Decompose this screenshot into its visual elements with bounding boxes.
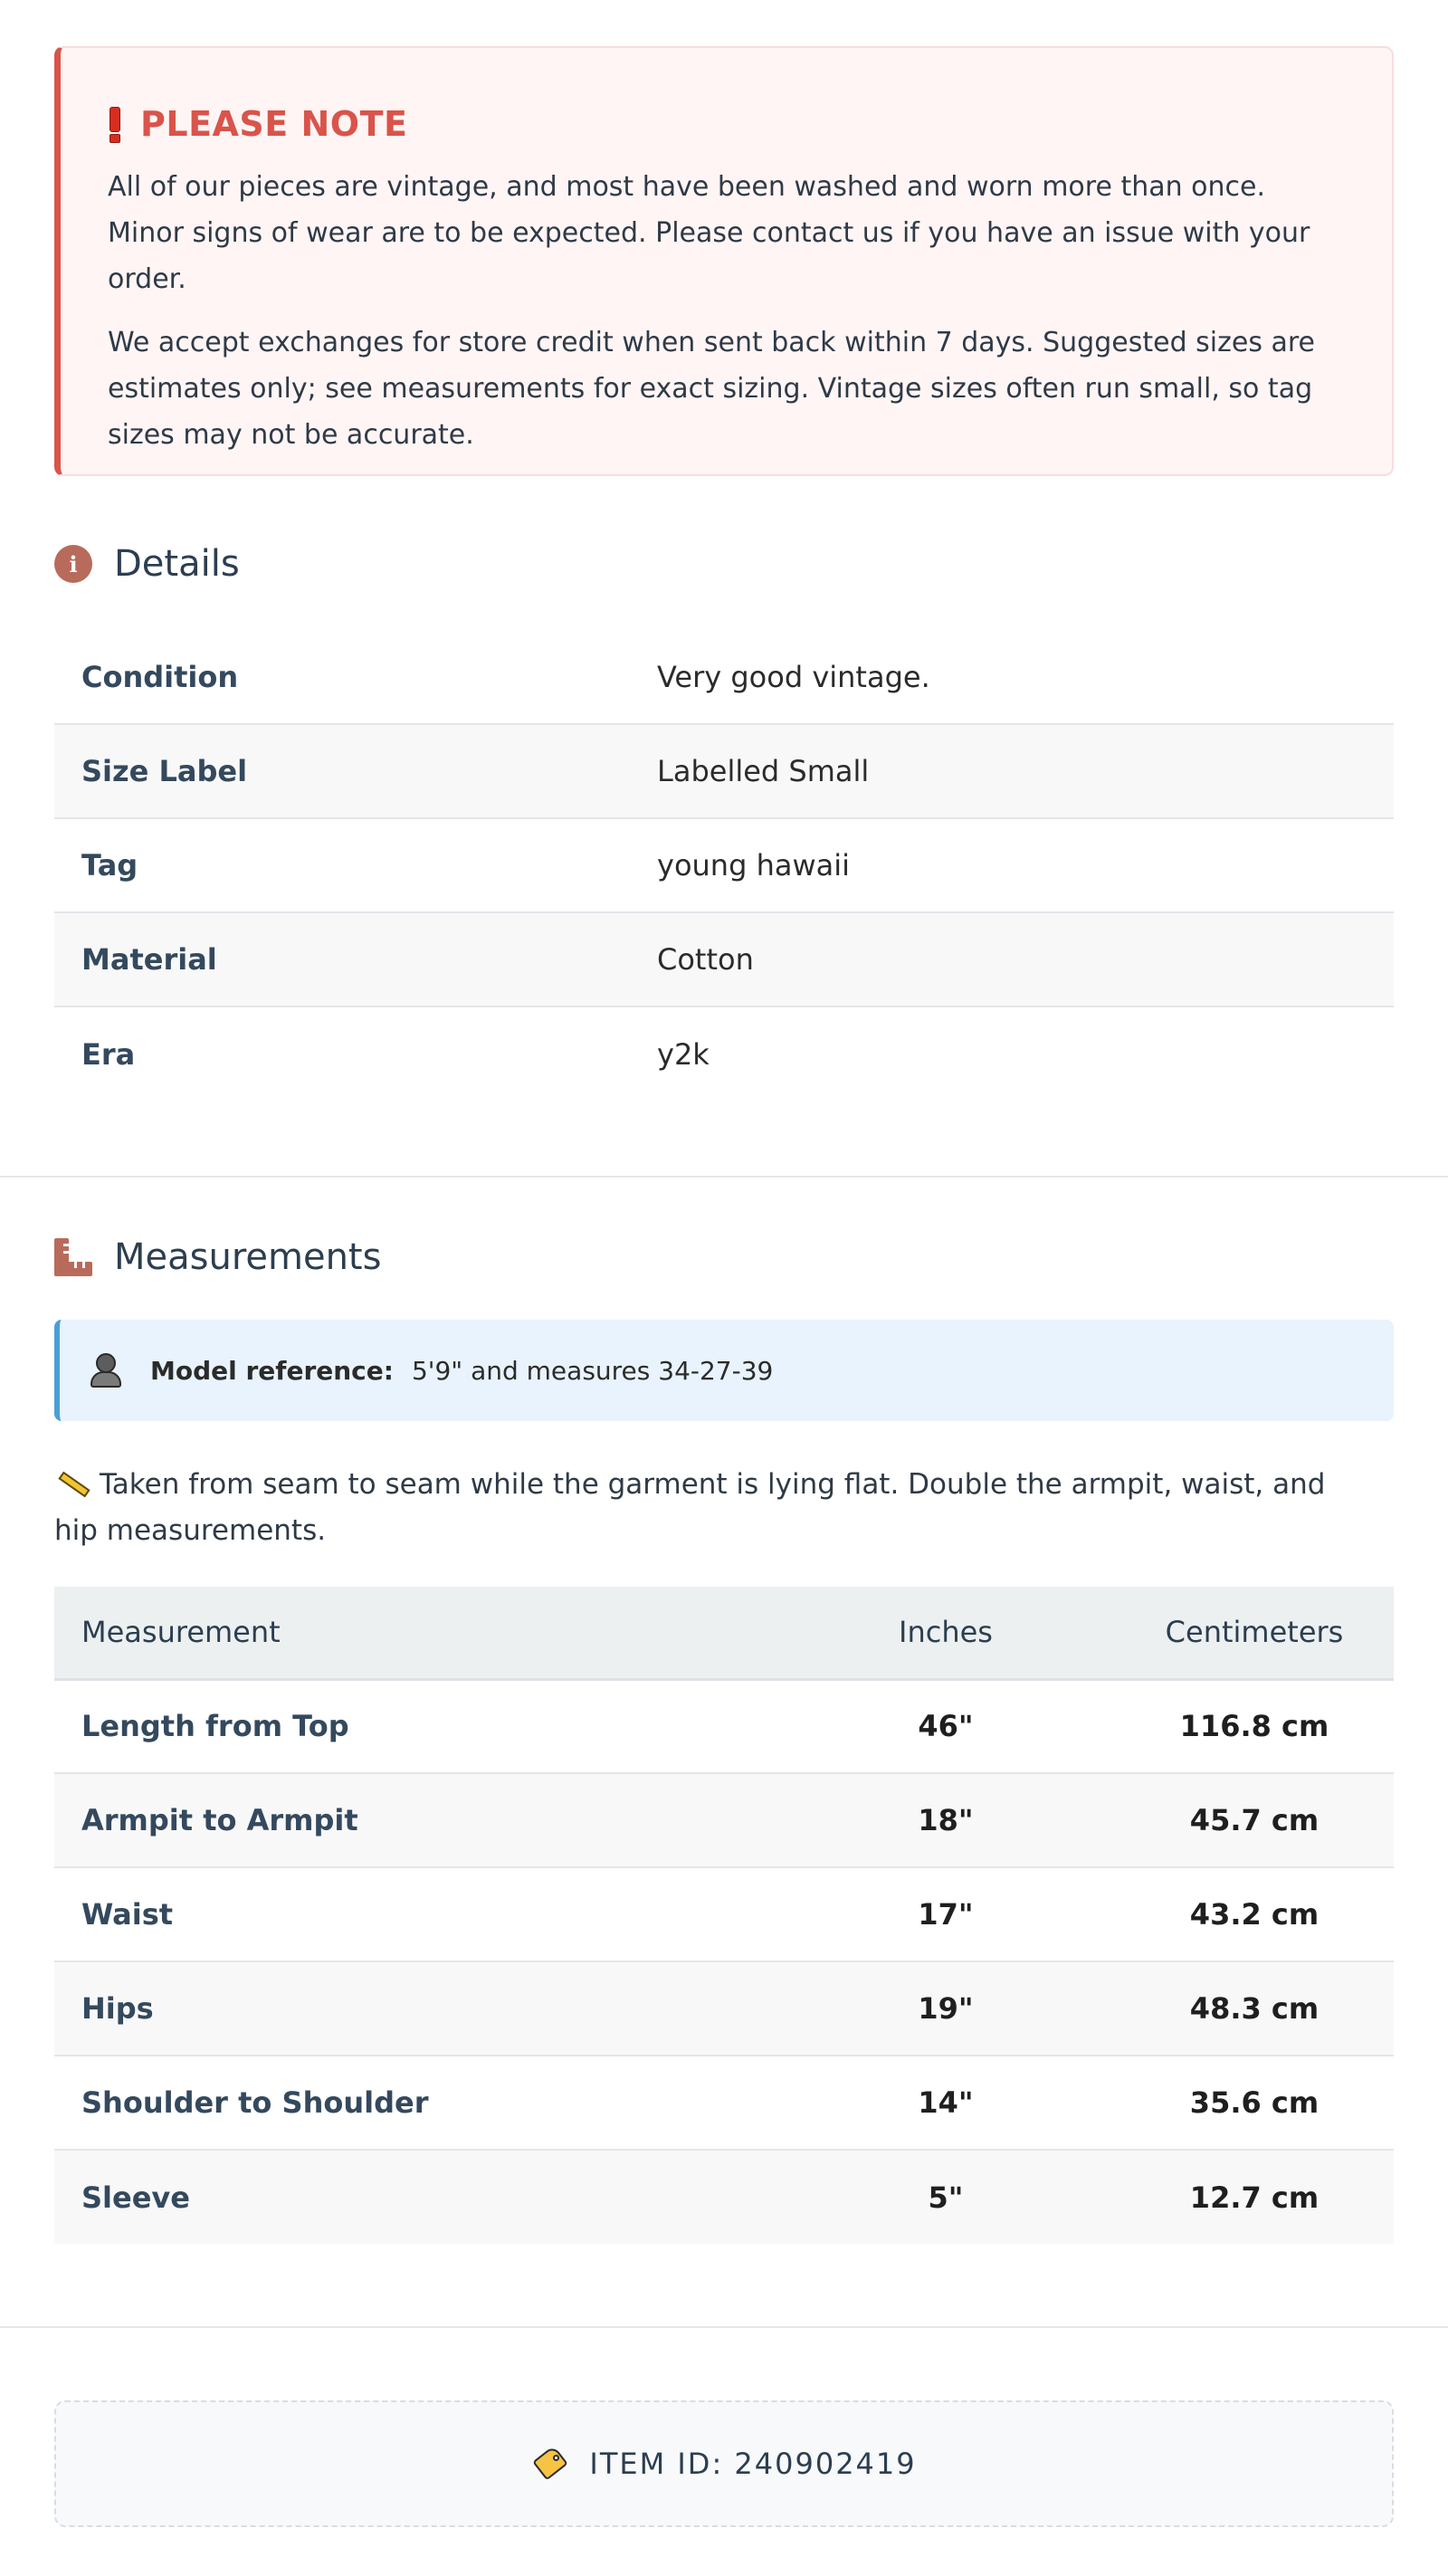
person-icon: [90, 1353, 121, 1388]
measurement-note: [54, 1462, 1358, 1554]
header-centimeters: Centimeters: [1115, 1587, 1394, 1679]
model-reference-value: 5'9" and measures 34-27-39: [411, 1355, 774, 1386]
info-icon: i: [54, 545, 92, 583]
measurements-table: [54, 1587, 1394, 2244]
measurement-cm: 12.7 cm: [1115, 2150, 1394, 2244]
ruler-icon: [54, 1238, 92, 1276]
notice-title: [108, 100, 1345, 148]
measurement-row: [54, 2056, 1394, 2150]
pencil-icon: [54, 1470, 90, 1497]
details-label: Condition: [54, 630, 657, 724]
measurement-name: Sleeve: [54, 2150, 776, 2244]
measurement-row: [54, 2150, 1394, 2244]
details-row: [54, 724, 1394, 818]
measurement-row: [54, 1679, 1394, 1773]
notice-paragraph-1: All of our pieces are vintage, and most have been washed and worn more than once. Minor signs of wear are to be expected. Please contact us if you have an issue with your order.: [108, 171, 1310, 295]
measurement-inches: 14": [776, 2056, 1115, 2150]
measurements-title: Measurements: [114, 1236, 382, 1278]
details-label: Tag: [54, 818, 657, 912]
measurement-name: Shoulder to Shoulder: [54, 2056, 776, 2150]
details-title: Details: [114, 543, 240, 585]
details-value: Labelled Small: [657, 724, 1394, 818]
measurement-cm: 43.2 cm: [1115, 1867, 1394, 1961]
model-reference-label: Model reference:: [150, 1355, 394, 1386]
measurement-row: [54, 1773, 1394, 1867]
header-inches: Inches: [776, 1587, 1115, 1679]
measurement-inches: 18": [776, 1773, 1115, 1867]
measurement-cm: 48.3 cm: [1115, 1961, 1394, 2056]
details-label: Material: [54, 912, 657, 1007]
details-row: [54, 818, 1394, 912]
section-divider: [0, 2326, 1448, 2328]
tag-icon: [531, 2446, 569, 2482]
measurement-cm: 45.7 cm: [1115, 1773, 1394, 1867]
details-heading: [54, 543, 240, 585]
measurement-row: [54, 1867, 1394, 1961]
measurement-inches: 19": [776, 1961, 1115, 2056]
details-value: Cotton: [657, 912, 1394, 1007]
measurement-name: Hips: [54, 1961, 776, 2056]
measurements-heading: [54, 1236, 381, 1278]
measurement-note-text: Taken from seam to seam while the garment is lying flat. Double the armpit, waist, and hip measurements.: [54, 1468, 1326, 1547]
details-row: [54, 1007, 1394, 1101]
measurements-header-row: [54, 1587, 1394, 1679]
measurement-cm: 35.6 cm: [1115, 2056, 1394, 2150]
measurement-name: Armpit to Armpit: [54, 1773, 776, 1867]
details-value: young hawaii: [657, 818, 1394, 912]
item-id-box: [54, 2400, 1394, 2527]
measurement-name: Waist: [54, 1867, 776, 1961]
notice-paragraph-2: We accept exchanges for store credit when sent back within 7 days. Suggested sizes are estimates only; see measurements for exact sizing. Vintage sizes often run small, so tag sizes may not be accurate.: [108, 327, 1316, 451]
details-label: Era: [81, 1036, 136, 1072]
details-table: [54, 630, 1394, 1101]
item-id-text: ITEM ID: 240902419: [589, 2447, 917, 2481]
notice-title-text: PLEASE NOTE: [140, 104, 408, 144]
measurement-inches: 46": [776, 1679, 1115, 1773]
details-label: Size Label: [54, 724, 657, 818]
measurement-name: Length from Top: [54, 1679, 776, 1773]
please-note-box: [54, 46, 1394, 476]
details-value: Very good vintage.: [657, 630, 1394, 724]
details-row: [54, 630, 1394, 724]
measurement-row: [54, 1961, 1394, 2056]
measurement-inches: 5": [776, 2150, 1115, 2244]
measurement-inches: 17": [776, 1867, 1115, 1961]
section-divider: [0, 1176, 1448, 1178]
model-reference-box: [54, 1320, 1394, 1421]
details-value: y2k: [657, 1036, 710, 1072]
measurement-cm: 116.8 cm: [1115, 1679, 1394, 1773]
header-measurement: Measurement: [54, 1587, 776, 1679]
exclamation-icon: [108, 107, 120, 141]
details-row: [54, 912, 1394, 1007]
